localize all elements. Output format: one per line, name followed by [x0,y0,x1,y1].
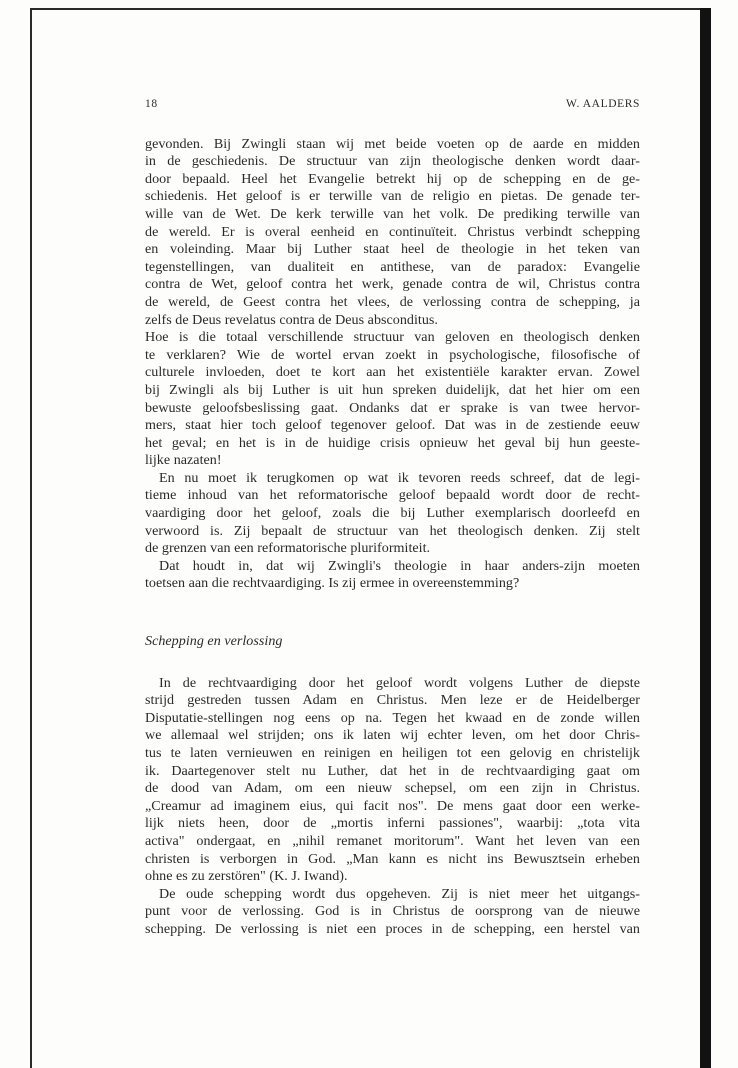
text-line: strijd gestreden tussen Adam en Christus. Men leze er de Heidelberger [145,692,640,709]
text-line: tieme inhoud van het reformatorische geloof bepaald wordt door de recht- [145,487,640,504]
text-line: ik. Daartegenover stelt nu Luther, dat het in de rechtvaardiging gaat om [145,762,640,779]
text-line: het geval; en het is in de huidige crisis opnieuw het geval bij hun geeste- [145,434,640,451]
running-head [145,96,640,114]
text-line: schiedenis. Het geloof is er terwille van de religio en pietas. De genade ter- [145,188,640,205]
paragraph-4 [145,558,640,593]
text-line: door bepaald. Heel het Evangelie betrekt hij op de schepping en de ge- [145,170,640,187]
text-line: in de geschiedenis. De structuur van zijn theologische denken wordt daar- [145,153,640,170]
author-name: W. AALDERS [566,98,640,110]
paragraph-2 [145,329,640,470]
page-edge-right [700,8,711,1068]
text-line: bij Zwingli als bij Luther is uit hun spreken duidelijk, dat het hier om een [145,381,640,398]
text-line: Dat houdt in, dat wij Zwingli's theologie in haar anders-zijn moeten [159,557,640,574]
text-line: vaardiging door het geloof, zoals die bij Luther exemplarisch doorleefd en [145,505,640,522]
paragraph-5 [145,675,640,886]
text-line: contra de Wet, geloof contra het werk, genade contra de wil, Christus contra [145,276,640,293]
text-line: en voleinding. Maar bij Luther staat heel de theologie in het teken van [145,241,640,258]
page-edge-top [30,8,710,10]
text-line: mers, staat hier toch geloof tegenover geloof. Dat was in de zestiende eeuw [145,417,640,434]
page-edge-left [30,8,32,1068]
text-line: lijk niets heen, door de „mortis inferni passiones", waarbij: „tota vita [145,815,640,832]
text-line: verwoord is. Zij bepaalt de structuur van het theologisch denken. Zij stelt [145,522,640,539]
paragraph-6 [145,886,640,939]
text-line: lijke nazaten! [145,452,222,469]
text-line: wille van de Wet. De kerk terwille van het volk. De prediking terwille van [145,205,640,222]
text-line: activa" ondergaat, en „nihil remanet moritorum". Want het leven van een [145,832,640,849]
text-line: culturele invloeden, doet te kort aan het existentiële karakter ervan. Zowel [145,364,640,381]
text-line: schepping. De verlossing is niet een proces in de schepping, een herstel van [145,920,640,937]
text-line: tegenstellingen, van dualiteit en antithese, van de paradox: Evangelie [145,258,640,275]
text-line: „Creamur ad imaginem eius, qui facit nos". De mens gaat door een werke- [145,797,640,814]
text-line: gevonden. Bij Zwingli staan wij met beide voeten op de aarde en midden [145,135,640,152]
text-line: toetsen aan die rechtvaardiging. Is zij ermee in overeenstemming? [145,575,520,592]
text-line: Hoe is die totaal verschillende structuur van geloven en theologisch denken [145,329,640,346]
text-line: tus te laten vernieuwen en reinigen en heiligen tot een gelovig en christelijk [145,745,640,761]
text-line: de dood van Adam, om een nieuw schepsel, om een zijn in Christus. [145,780,640,797]
text-line: de wereld, de Geest contra het vlees, de verlossing contra de schepping, ja [145,293,640,310]
text-line: punt voor de verlossing. God is in Christus de oorsprong van de nieuwe [145,903,640,920]
page-number: 18 [145,98,158,110]
text-line: christen is verborgen in God. „Man kann es nicht ins Bewusztsein erheben [145,850,640,867]
paragraph-3 [145,470,640,558]
text-line: de grenzen van een reformatorische pluriformiteit. [145,540,431,557]
book-page [145,96,640,939]
section-heading: Schepping en verlossing [145,633,283,650]
text-line: In de rechtvaardiging door het geloof wordt volgens Luther de diepste [159,674,640,691]
text-line: zelfs de Deus revelatus contra de Deus absconditus. [145,311,438,328]
paragraph-1 [145,136,640,330]
text-line: bewuste geloofsbeslissing gaat. Ondanks dat er sprake is van twee hervor- [145,399,640,416]
text-line: we allemaal wel strijden; ons ik laten wij echter leven, om het door Chris- [145,727,640,744]
text-line: de wereld. Er is overal eenheid en continuïteit. Christus verbindt schepping [145,223,640,240]
text-line: te verklaren? Wie de wortel ervan zoekt in psychologische, filosofische of [145,346,640,363]
text-line: ohne es zu zerstören" (K. J. Iwand). [145,868,348,885]
text-line: En nu moet ik terugkomen op wat ik tevoren reeds schreef, dat de legi- [159,469,640,486]
text-line: Disputatie-stellingen nog eens op na. Tegen het kwaad en de zonde willen [145,709,640,726]
text-line: De oude schepping wordt dus opgeheven. Zij is niet meer het uitgangs- [159,885,640,902]
